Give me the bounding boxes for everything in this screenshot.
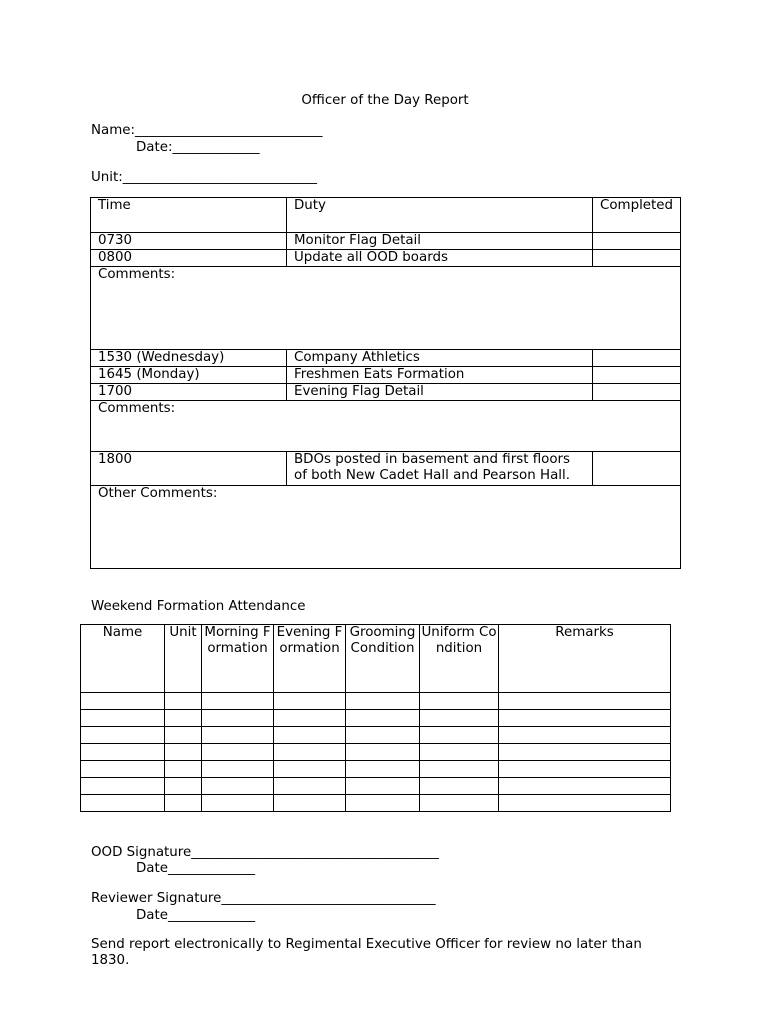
completed-cell (593, 452, 681, 486)
ood-date-line: Date_____________ (136, 861, 256, 876)
col-header-uniform-condition: Uniform Condition (420, 625, 499, 693)
col-header-remarks: Remarks (499, 625, 671, 693)
submission-instructions: Send report electronically to Regimental Executive Officer for review no later than 1830. (91, 937, 642, 968)
col-header-name: Name (81, 625, 165, 693)
col-header-unit: Unit (165, 625, 202, 693)
time-cell: 1700 (91, 384, 287, 401)
ood-signature-line: OOD Signature_____________________________________ (91, 845, 439, 860)
col-header-completed: Completed (593, 198, 681, 233)
reviewer-date-line: Date_____________ (136, 908, 256, 923)
table-row (81, 778, 671, 795)
table-row (81, 693, 671, 710)
table-row (81, 795, 671, 812)
table-row (81, 744, 671, 761)
page-title: Officer of the Day Report (301, 93, 469, 108)
duty-table (90, 197, 681, 569)
table-row (81, 710, 671, 727)
name-field: Name:____________________________ (91, 123, 323, 138)
comments-cell: Comments: (91, 401, 681, 452)
completed-cell (593, 367, 681, 384)
duty-cell: Evening Flag Detail (287, 384, 593, 401)
col-header-morning-formation: Morning Formation (202, 625, 274, 693)
duty-cell: Update all OOD boards (287, 250, 593, 267)
col-header-time: Time (91, 198, 287, 233)
reviewer-signature-line: Reviewer Signature________________________________ (91, 891, 436, 906)
time-cell: 0730 (91, 233, 287, 250)
duty-cell: Monitor Flag Detail (287, 233, 593, 250)
col-header-duty: Duty (287, 198, 593, 233)
duty-cell: Freshmen Eats Formation (287, 367, 593, 384)
completed-cell (593, 350, 681, 367)
completed-cell (593, 233, 681, 250)
unit-field: Unit:_____________________________ (91, 170, 317, 185)
time-cell: 1530 (Wednesday) (91, 350, 287, 367)
table-row (81, 727, 671, 744)
completed-cell (593, 250, 681, 267)
time-cell: 0800 (91, 250, 287, 267)
time-cell: 1645 (Monday) (91, 367, 287, 384)
comments-cell: Comments: (91, 267, 681, 350)
weekend-attendance-table (80, 624, 671, 812)
weekend-heading: Weekend Formation Attendance (91, 599, 306, 614)
col-header-grooming-condition: Grooming Condition (346, 625, 420, 693)
time-cell: 1800 (91, 452, 287, 486)
duty-cell: Company Athletics (287, 350, 593, 367)
other-comments-cell: Other Comments: (91, 486, 681, 569)
col-header-evening-formation: Evening Formation (274, 625, 346, 693)
date-field: Date:_____________ (136, 140, 260, 155)
completed-cell (593, 384, 681, 401)
table-row (81, 761, 671, 778)
duty-cell: BDOs posted in basement and first floors of both New Cadet Hall and Pearson Hall. (287, 452, 593, 486)
